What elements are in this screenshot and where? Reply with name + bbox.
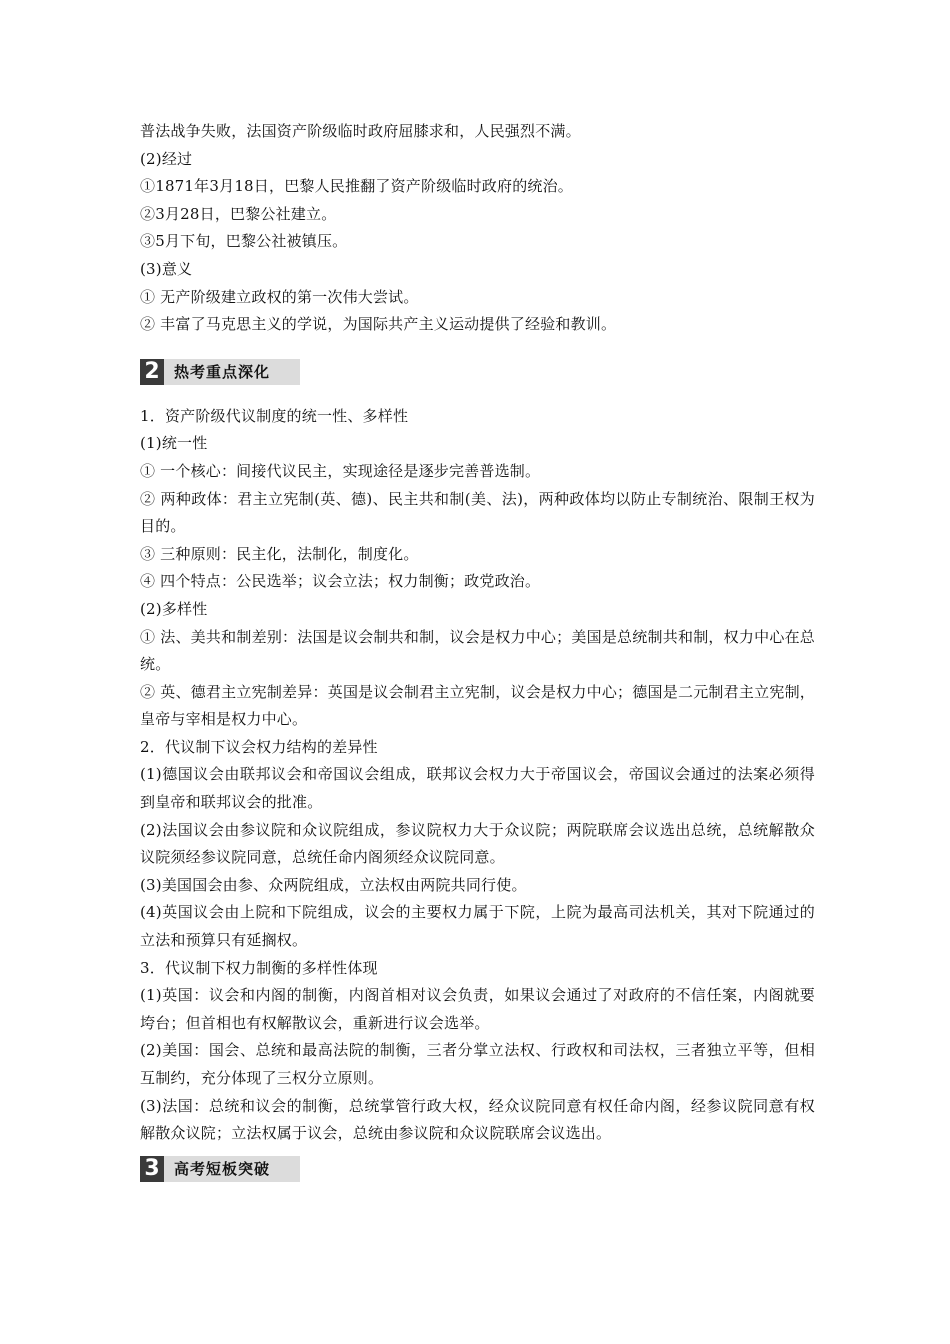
- document-page: [140, 118, 815, 1200]
- list-item: (1)德国议会由联邦议会和帝国议会组成，联邦议会权力大于帝国议会，帝国议会通过的法案必须得到皇帝和联邦议会的批准。: [140, 765, 815, 812]
- heading: 1．资产阶级代议制度的统一性、多样性: [140, 406, 409, 425]
- list-item: ① 一个核心：间接代议民主，实现途径是逐步完善普选制。: [140, 461, 541, 480]
- paragraph: 普法战争失败，法国资产阶级临时政府屈膝求和，人民强烈不满。: [140, 122, 581, 140]
- section-title: 高考短板突破: [164, 1156, 300, 1182]
- subheading: (1)统一性: [140, 434, 208, 453]
- list-item: ③5月下旬，巴黎公社被镇压。: [140, 232, 348, 251]
- heading: 2．代议制下议会权力结构的差异性: [140, 737, 378, 756]
- subheading: (2)经过: [140, 149, 193, 168]
- section-header-2: [140, 359, 300, 385]
- list-item: (3)美国国会由参、众两院组成，立法权由两院共同行使。: [140, 875, 527, 894]
- list-item: (4)英国议会由上院和下院组成，议会的主要权力属于下院，上院为最高司法机关，其对下院通过的立法和预算只有延搁权。: [140, 903, 815, 950]
- section-title: 热考重点深化: [164, 359, 300, 385]
- section-number: 2: [140, 359, 164, 385]
- list-item: (1)英国：议会和内阁的制衡，内阁首相对议会负责，如果议会通过了对政府的不信任案，内阁就要垮台；但首相也有权解散议会，重新进行议会选举。: [140, 986, 815, 1032]
- list-item: ② 英、德君主立宪制差异：英国是议会制君主立宪制，议会是权力中心；德国是二元制君主立宪制，皇帝与宰相是权力中心。: [140, 682, 815, 729]
- subheading: (2)多样性: [140, 599, 208, 618]
- list-item: ③ 三种原则：民主化，法制化，制度化。: [140, 544, 419, 563]
- section-number: 3: [140, 1156, 164, 1182]
- intro-block: [140, 118, 815, 339]
- list-item: ②3月28日，巴黎公社建立。: [140, 204, 337, 223]
- list-item: ② 丰富了马克思主义的学说，为国际共产主义运动提供了经验和教训。: [140, 315, 617, 334]
- list-item: ①1871年3月18日，巴黎人民推翻了资产阶级临时政府的统治。: [140, 177, 574, 196]
- section-2-body: [140, 403, 815, 1148]
- section-header-3: [140, 1156, 300, 1182]
- list-item: (2)美国：国会、总统和最高法院的制衡，三者分掌立法权、行政权和司法权，三者独立平等，但相互制约，充分体现了三权分立原则。: [140, 1041, 815, 1087]
- subheading: (3)意义: [140, 259, 193, 278]
- list-item: ① 无产阶级建立政权的第一次伟大尝试。: [140, 287, 419, 306]
- list-item: ④ 四个特点：公民选举；议会立法；权力制衡；政党政治。: [140, 572, 541, 591]
- list-item: (2)法国议会由参议院和众议院组成，参议院权力大于众议院；两院联席会议选出总统，总统解散众议院须经参议院同意，总统任命内阁须经众议院同意。: [140, 820, 815, 867]
- list-item: ② 两种政体：君主立宪制(英、德)、民主共和制(美、法)，两种政体均以防止专制统治、限制王权为目的。: [140, 489, 815, 536]
- list-item: (3)法国：总统和议会的制衡，总统掌管行政大权，经众议院同意有权任命内阁，经参议院同意有权解散众议院；立法权属于议会，总统由参议院和众议院联席会议选出。: [140, 1096, 815, 1143]
- heading: 3．代议制下权力制衡的多样性体现: [140, 958, 378, 977]
- list-item: ① 法、美共和制差别：法国是议会制共和制，议会是权力中心；美国是总统制共和制，权力中心在总统。: [140, 627, 815, 674]
